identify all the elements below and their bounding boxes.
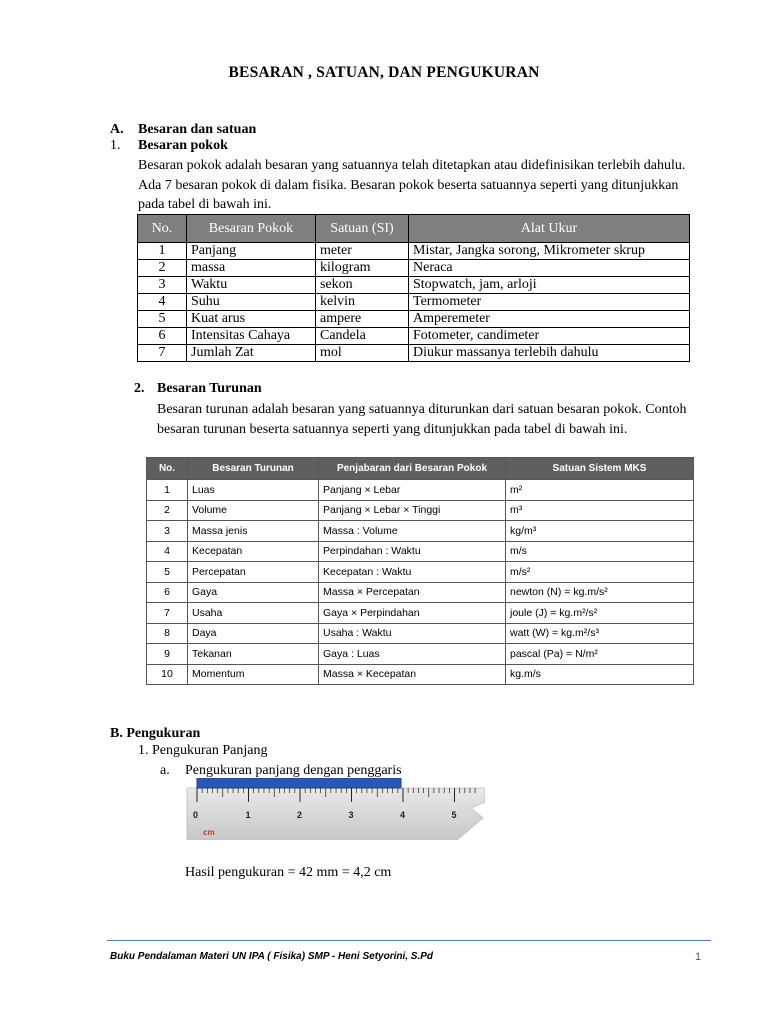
table-cell: m/s² [506, 562, 694, 583]
table-cell: Panjang × Lebar [319, 480, 506, 501]
ruler-tick-label: 5 [451, 810, 457, 820]
table-cell: 1 [138, 243, 187, 260]
ruler-tick-label: 3 [348, 810, 354, 820]
table-cell: 5 [147, 562, 188, 583]
table-cell: mol [316, 345, 409, 362]
table-cell: Suhu [187, 294, 316, 311]
table-cell: 9 [147, 644, 188, 665]
table-cell: Massa × Kecepatan [319, 664, 506, 685]
table-header-cell: Satuan Sistem MKS [506, 458, 694, 480]
page-title: BESARAN , SATUAN, DAN PENGUKURAN [228, 64, 540, 81]
table-header-cell: Alat Ukur [409, 215, 690, 243]
paragraph-besaran-pokok: Besaran pokok adalah besaran yang satuannya telah ditetapkan atau didefinisikan terlebih dahulu. Ada 7 besaran pokok di dalam fisika. Besaran pokok beserta satuannya seperti yang ditunjukkan pada tabel di bawah ini. [138, 158, 686, 212]
table-besaran-pokok [137, 214, 690, 362]
table-cell: kilogram [316, 260, 409, 277]
table-cell: m³ [506, 500, 694, 521]
table-cell: Usaha [188, 603, 319, 624]
table-cell: Luas [188, 480, 319, 501]
table-cell: m² [506, 480, 694, 501]
ruler-unit-label: cm [203, 828, 215, 837]
table-header-cell: No. [147, 458, 188, 480]
table-cell: kg.m/s [506, 664, 694, 685]
table-row [147, 480, 694, 501]
table-cell: meter [316, 243, 409, 260]
table-header-cell: Besaran Turunan [188, 458, 319, 480]
section-a-marker: A. [110, 122, 124, 137]
table-cell: Kuat arus [187, 311, 316, 328]
table-cell: 4 [138, 294, 187, 311]
table-cell: Panjang [187, 243, 316, 260]
table-cell: Panjang × Lebar × Tinggi [319, 500, 506, 521]
subsection-2-heading: Besaran Turunan [157, 381, 262, 396]
subsection-1-heading: Besaran pokok [138, 138, 228, 153]
section-b-heading: B. Pengukuran [110, 726, 201, 741]
table-row [138, 260, 690, 277]
table-cell: Volume [188, 500, 319, 521]
table-cell: Candela [316, 328, 409, 345]
table-cell: Intensitas Cahaya [187, 328, 316, 345]
table-besaran-turunan [146, 457, 694, 685]
ruler-image [185, 778, 485, 840]
table-row [147, 664, 694, 685]
subsection-b1a-marker: a. [160, 763, 170, 778]
subsection-1-marker: 1. [110, 138, 121, 153]
ruler-tick-label: 1 [245, 810, 251, 820]
table-cell: 7 [138, 345, 187, 362]
ruler-tick-label: 4 [400, 810, 406, 820]
table-row [138, 277, 690, 294]
subsection-b1-heading: 1. Pengukuran Panjang [138, 743, 268, 758]
table-cell: pascal (Pa) = N/m² [506, 644, 694, 665]
table-cell: Mistar, Jangka sorong, Mikrometer skrup [409, 243, 690, 260]
table-header-cell: Satuan (SI) [316, 215, 409, 243]
table-row [138, 294, 690, 311]
table-cell: 2 [147, 500, 188, 521]
table-cell: newton (N) = kg.m/s² [506, 582, 694, 603]
table-cell: 8 [147, 623, 188, 644]
table-row [147, 603, 694, 624]
subsection-b1a-heading: Pengukuran panjang dengan penggaris [185, 763, 402, 778]
table-row [138, 345, 690, 362]
ruler-tick-label: 2 [297, 810, 303, 820]
paragraph-besaran-turunan: Besaran turunan adalah besaran yang satuannya diturunkan dari satuan besaran pokok. Contoh besaran turunan beserta satuannya seperti yang ditunjukkan pada tabel di bawah ini. [157, 402, 687, 437]
table-cell: joule (J) = kg.m²/s² [506, 603, 694, 624]
measurement-result: Hasil pengukuran = 42 mm = 4,2 cm [185, 865, 392, 880]
table-cell: Termometer [409, 294, 690, 311]
table-cell: Usaha : Waktu [319, 623, 506, 644]
table-cell: 3 [138, 277, 187, 294]
table-row [138, 311, 690, 328]
table-cell: Jumlah Zat [187, 345, 316, 362]
table-cell: 10 [147, 664, 188, 685]
table-cell: 6 [147, 582, 188, 603]
table-cell: Percepatan [188, 562, 319, 583]
table-header-cell: Besaran Pokok [187, 215, 316, 243]
page-number: 1 [695, 951, 702, 963]
table-row [147, 500, 694, 521]
table-cell: Neraca [409, 260, 690, 277]
table-cell: 4 [147, 541, 188, 562]
table-row [138, 328, 690, 345]
table-row [147, 623, 694, 644]
footer-text: Buku Pendalaman Materi UN IPA ( Fisika) SMP - Heni Setyorini, S.Pd [110, 951, 434, 962]
subsection-2-marker: 2. [134, 381, 145, 396]
table-cell: Massa jenis [188, 521, 319, 542]
table-cell: Gaya : Luas [319, 644, 506, 665]
table-header-cell: Penjabaran dari Besaran Pokok [319, 458, 506, 480]
table-cell: Gaya × Perpindahan [319, 603, 506, 624]
table-cell: Daya [188, 623, 319, 644]
table-cell: kelvin [316, 294, 409, 311]
footer-divider [107, 940, 711, 941]
measured-object-bar [197, 778, 401, 788]
table-header-row [147, 458, 694, 480]
table-cell: kg/m³ [506, 521, 694, 542]
table-cell: Tekanan [188, 644, 319, 665]
table-cell: Diukur massanya terlebih dahulu [409, 345, 690, 362]
table-row [147, 521, 694, 542]
table-cell: Fotometer, candimeter [409, 328, 690, 345]
table-header-cell: No. [138, 215, 187, 243]
table-header-row [138, 215, 690, 243]
table-cell: 6 [138, 328, 187, 345]
table-row [147, 541, 694, 562]
table-cell: 7 [147, 603, 188, 624]
table-cell: 2 [138, 260, 187, 277]
table-cell: ampere [316, 311, 409, 328]
table-cell: 3 [147, 521, 188, 542]
table-cell: 5 [138, 311, 187, 328]
table-cell: 1 [147, 480, 188, 501]
table-cell: watt (W) = kg.m²/s³ [506, 623, 694, 644]
table-cell: Massa : Volume [319, 521, 506, 542]
table-cell: Gaya [188, 582, 319, 603]
table-row [147, 582, 694, 603]
table-cell: Massa × Percepatan [319, 582, 506, 603]
table-row [147, 644, 694, 665]
table-cell: m/s [506, 541, 694, 562]
table-row [147, 562, 694, 583]
table-row [138, 243, 690, 260]
section-a-heading: Besaran dan satuan [138, 122, 257, 137]
ruler-tick-label: 0 [193, 810, 199, 820]
table-cell: Amperemeter [409, 311, 690, 328]
table-cell: Stopwatch, jam, arloji [409, 277, 690, 294]
table-cell: massa [187, 260, 316, 277]
table-cell: Perpindahan : Waktu [319, 541, 506, 562]
table-cell: sekon [316, 277, 409, 294]
ruler-body [187, 788, 485, 840]
table-cell: Momentum [188, 664, 319, 685]
table-cell: Waktu [187, 277, 316, 294]
table-cell: Kecepatan : Waktu [319, 562, 506, 583]
table-cell: Kecepatan [188, 541, 319, 562]
